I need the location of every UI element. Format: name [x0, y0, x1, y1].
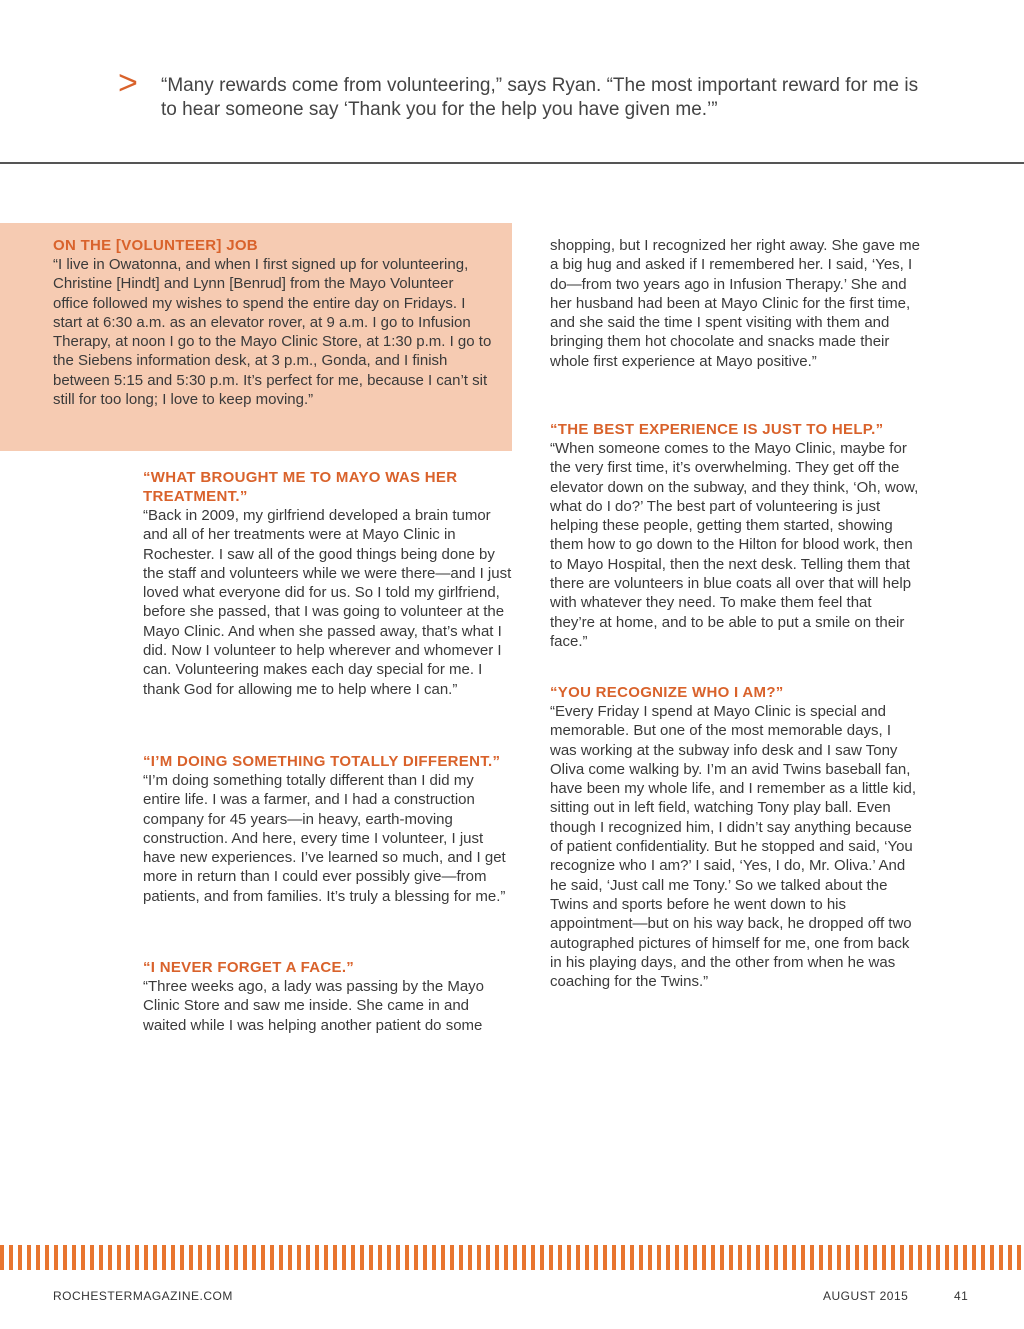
footer-website: ROCHESTERMAGAZINE.COM — [53, 1289, 233, 1303]
section-heading: ON THE [VOLUNTEER] JOB — [53, 237, 258, 254]
section-something-different — [143, 752, 513, 906]
chevron-right-icon: > — [118, 64, 138, 102]
sidebar-volunteer-job — [53, 236, 493, 409]
section-you-recognize — [550, 683, 920, 991]
section-body: “When someone comes to the Mayo Clinic, maybe for the very first time, it’s overwhelming. They get off the elevator down on the subway, and they think, ‘Oh, wow, what do I do?’ The best part of volunteering is just helping these people, getting them started, showing them how to go down to the Hilton for blood work, then to Mayo Hospital, then the next desk. Telling them that there are volunteers in blue coats all over that will help with whatever they need. To make them feel that they’re at home, and to be able to put a smile on their face.” — [550, 440, 919, 650]
section-body: “I live in Owatonna, and when I first signed up for volunteering, Christine [Hindt] and Lynn [Benrud] from the Mayo Volunteer office followed my wishes to spend the entire day on Fridays. I start at 6:30 a.m. as an elevator rover, at 9 a.m. I go to Infusion Therapy, at noon I go to the Mayo Clinic Store, at 1:30 p.m. I go to the Siebens information desk, at 3 p.m., Gonda, and I finish between 5:15 and 5:30 p.m. It’s perfect for me, because I can’t sit still for too long; I love to keep moving.” — [53, 256, 492, 409]
section-heading: “I NEVER FORGET A FACE.” — [143, 959, 355, 976]
section-never-forget-face-continued — [550, 236, 920, 371]
section-best-experience — [550, 420, 920, 651]
section-body-continued: shopping, but I recognized her right away. She gave me a big hug and asked if I remembered her. I said, ‘Yes, I do—from two years ago in Infusion Therapy.’ She and her husband had been at Mayo Clinic for the first time, and she said the time I spent visiting with them and bringing them hot chocolate and snacks made their whole first experience at Mayo positive.” — [550, 237, 920, 370]
section-heading: “THE BEST EXPERIENCE IS JUST TO HELP.” — [550, 421, 884, 438]
section-heading: “I’M DOING SOMETHING TOTALLY DIFFERENT.” — [143, 753, 501, 770]
pull-quote-text: “Many rewards come from volunteering,” says Ryan. “The most important reward for me is to hear someone say ‘Thank you for the help you have given me.’” — [161, 75, 919, 120]
section-heading: “YOU RECOGNIZE WHO I AM?” — [550, 684, 784, 701]
section-body: “I’m doing something totally different than I did my entire life. I was a farmer, and I had a construction company for 45 years—in heavy, earth-moving construction. And here, every time I volunteer, I just have new experiences. I’ve learned so much, and I get more in return than I could ever possibly give—from patients, and from families. It’s truly a blessing for me.” — [143, 772, 506, 905]
footer-issue-date: AUGUST 2015 — [823, 1289, 909, 1303]
section-brought-to-mayo — [143, 468, 513, 699]
section-body: “Back in 2009, my girlfriend developed a brain tumor and all of her treatments were at Mayo Clinic in Rochester. I saw all of the good things being done by the staff and volunteers while we were there—and I just loved what everyone did for us. So I told my girlfriend, before she passed, that I was going to volunteer at the Mayo Clinic. And when she passed away, that’s what I did. Now I volunteer to help wherever and whomever I can. Volunteering makes each day special for me. I thank God for allowing me to help where I can.” — [143, 507, 512, 698]
footer-page-number: 41 — [954, 1289, 969, 1303]
section-heading: “WHAT BROUGHT ME TO MAYO WAS HER TREATMENT.” — [143, 469, 458, 505]
section-body: “Every Friday I spend at Mayo Clinic is special and memorable. But one of the most memorable days, I was working at the subway info desk and I saw Tony Oliva come walking by. I’m an avid Twins baseball fan, have been my whole life, and I remember as a little kid, sitting out in left field, watching Tony play ball. Even though I recognized him, I didn’t say anything because of patient confidentiality. But he stopped and said, ‘You recognize who I am?’ I said, ‘Yes, I do, Mr. Oliva.’ And he said, ‘Just call me Tony.’ So we talked about the Twins and sports before he went down to his appointment—but on his way back, he dropped off two autographed pictures of himself for me, one from back in his playing days, and the other from when he was coaching for the Twins.” — [550, 703, 917, 991]
decorative-tick-bar — [0, 1245, 1024, 1270]
section-body: “Three weeks ago, a lady was passing by the Mayo Clinic Store and saw me inside. She came in and waited while I was helping another patient do some — [143, 978, 485, 1034]
section-never-forget-face — [143, 958, 513, 1035]
divider-rule — [0, 162, 1024, 164]
